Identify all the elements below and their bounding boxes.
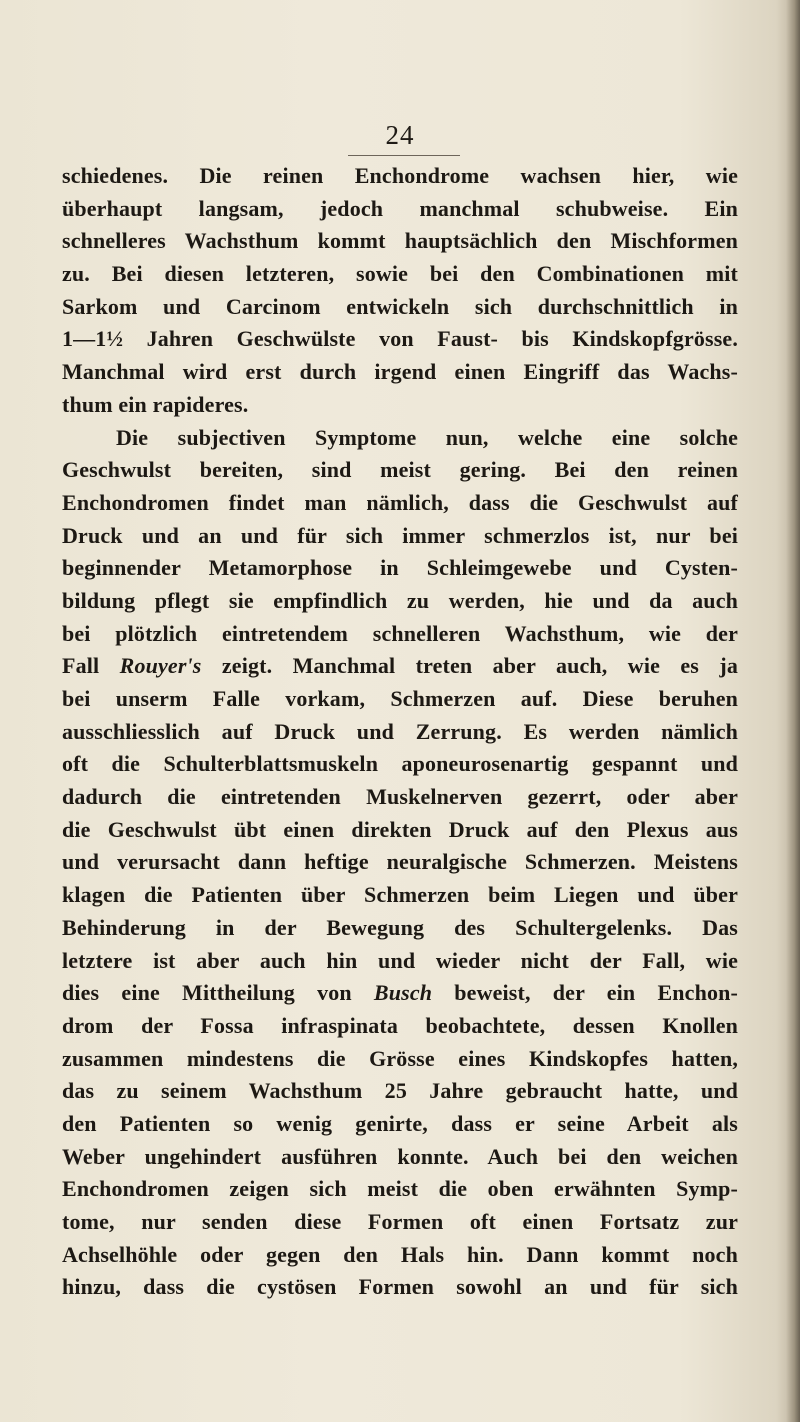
text-line: Weber ungehindert ausführen konnte. Auch bei den weichen <box>62 1143 738 1169</box>
text-line: die Geschwulst übt einen direkten Druck auf den Plexus aus <box>62 816 738 842</box>
text-line: das zu seinem Wachsthum 25 Jahre gebraucht hatte, und <box>62 1078 738 1104</box>
text-line: Behinderung in der Bewegung des Schultergelenks. Das <box>62 914 738 940</box>
text-line: Enchondromen findet man nämlich, dass die Geschwulst auf <box>62 489 738 515</box>
text-line: ausschliesslich auf Druck und Zerrung. Es werden nämlich <box>62 718 738 744</box>
text-line: drom der Fossa infraspinata beobachtete, dessen Knollen <box>62 1012 738 1038</box>
text-line: überhaupt langsam, jedoch manchmal schubweise. Ein <box>62 195 738 221</box>
text-line: hinzu, dass die cystösen Formen sowohl an und für sich <box>62 1274 738 1300</box>
text-line: zu. Bei diesen letzteren, sowie bei den Combinationen mit <box>62 261 738 287</box>
line-text-after: beweist, der ein Enchon- <box>432 980 738 1006</box>
author-citation: Busch <box>373 980 433 1006</box>
text-line: klagen die Patienten über Schmerzen beim Liegen und über <box>62 882 738 908</box>
text-line: Sarkom und Carcinom entwickeln sich durchschnittlich in <box>62 293 738 319</box>
text-line-with-citation <box>62 977 738 1010</box>
text-line: Druck und an und für sich immer schmerzlos ist, nur bei <box>62 522 738 548</box>
text-line: dadurch die eintretenden Muskelnerven gezerrt, oder aber <box>62 784 738 810</box>
text-line: Achselhöhle oder gegen den Hals hin. Dann kommt noch <box>62 1241 738 1267</box>
text-line: bei unserm Falle vorkam, Schmerzen auf. Diese beruhen <box>62 686 738 711</box>
text-line: letztere ist aber auch hin und wieder nicht der Fall, wie <box>62 947 738 973</box>
text-line: bei plötzlich eintretendem schnelleren Wachsthum, wie der <box>62 620 738 646</box>
text-line: zusammen mindestens die Grösse eines Kindskopfes hatten, <box>62 1045 738 1071</box>
text-line: Manchmal wird erst durch irgend einen Eingriff das Wachs- <box>62 359 738 385</box>
text-line: tome, nur senden diese Formen oft einen Fortsatz zur <box>62 1209 738 1234</box>
page-edge-shadow <box>786 0 800 1422</box>
text-line: und verursacht dann heftige neuralgische Schmerzen. Meistens <box>62 849 738 875</box>
text-line: beginnender Metamorphose in Schleimgewebe und Cysten- <box>62 555 738 581</box>
paragraph-start-line: Die subjectiven Symptome nun, welche eine solche <box>116 424 738 450</box>
text-line: bildung pflegt sie empfindlich zu werden, hie und da auch <box>62 587 738 613</box>
author-citation: Rouyer's <box>119 653 202 679</box>
line-text-after: zeigt. Manchmal treten aber auch, wie es ja <box>201 653 738 679</box>
text-line: Enchondromen zeigen sich meist die oben erwähnten Symp- <box>62 1176 738 1202</box>
text-line: den Patienten so wenig genirte, dass er seine Arbeit als <box>62 1110 738 1136</box>
page-number-rule <box>348 155 460 156</box>
text-line: schiedenes. Die reinen Enchondrome wachsen hier, wie <box>62 163 738 188</box>
page-number: 24 <box>385 120 415 150</box>
text-line: 1—1½ Jahren Geschwülste von Faust- bis Kindskopfgrösse. <box>62 326 738 352</box>
text-line: schnelleres Wachsthum kommt hauptsächlich den Mischformen <box>62 228 738 254</box>
paragraph-end-line: thum ein rapideres. <box>62 391 249 417</box>
line-text-before: dies eine Mittheilung von <box>62 980 374 1006</box>
body-text <box>62 160 738 1304</box>
text-line-with-citation <box>62 650 738 683</box>
text-line: Geschwulst bereiten, sind meist gering. Bei den reinen <box>62 457 738 483</box>
text-line: oft die Schulterblattsmuskeln aponeurosenartig gespannt und <box>62 751 738 777</box>
line-text-before: Fall <box>62 653 120 679</box>
